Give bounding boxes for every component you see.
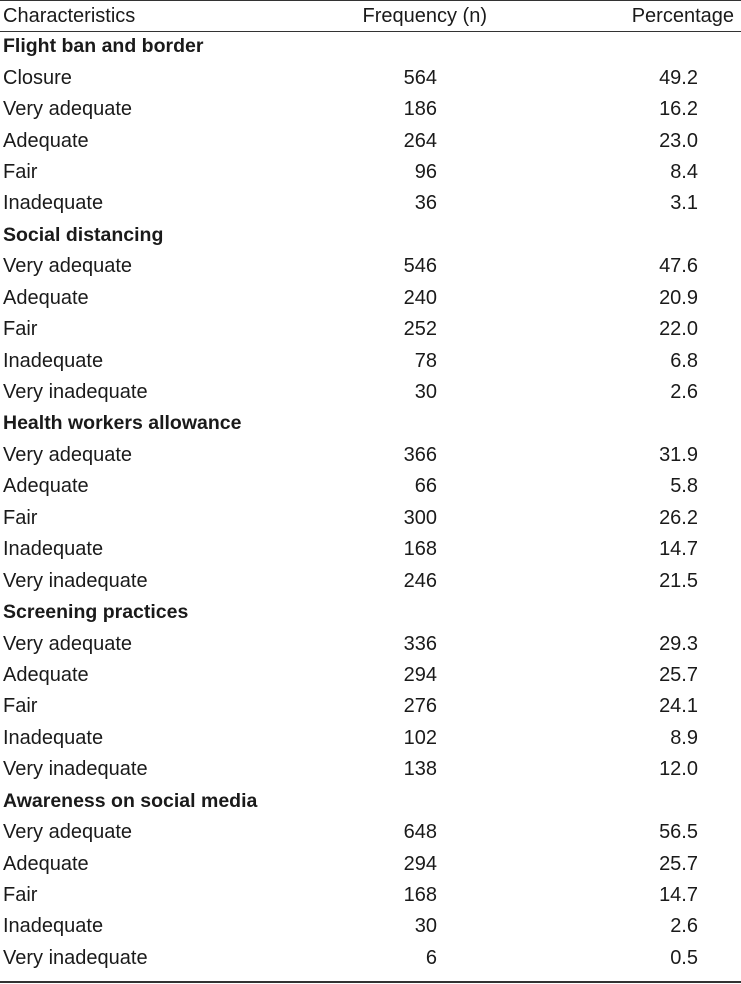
header-frequency [300,1,487,31]
row-percentage: 23.0 [659,129,698,152]
table-header [0,1,741,31]
row-frequency: 294 [403,852,437,875]
table-row [0,94,741,125]
row-percentage: 14.7 [659,884,698,907]
table-row [0,911,741,942]
table-row [0,125,741,156]
row-frequency: 336 [403,632,437,655]
row-percentage: 20.9 [659,286,698,309]
row-label: Very inadequate [3,381,148,404]
table-row [0,503,741,534]
table-row [0,723,741,754]
table-row [0,62,741,93]
table-row [0,251,741,282]
row-label: Inadequate [3,538,104,561]
row-label: Inadequate [3,192,104,215]
table-row [0,943,741,974]
row-label: Very adequate [3,632,132,655]
row-frequency: 30 [414,381,437,404]
section-header-row [0,31,741,62]
header-frequency-label: Frequency (n) [362,4,487,27]
row-label: Very adequate [3,255,132,278]
row-percentage: 24.1 [659,695,698,718]
row-percentage: 5.8 [670,475,698,498]
row-frequency: 96 [414,160,437,183]
section-header-row [0,408,741,439]
table-row [0,628,741,659]
row-percentage: 12.0 [659,758,698,781]
table-row [0,691,741,722]
row-percentage: 25.7 [659,852,698,875]
row-percentage: 21.5 [659,569,698,592]
row-frequency: 102 [403,726,437,749]
row-frequency: 252 [403,318,437,341]
row-frequency: 78 [414,349,437,372]
row-label: Very adequate [3,821,132,844]
section-title: Screening practices [3,601,189,624]
header-percentage: Percentage [631,4,734,27]
row-frequency: 264 [403,129,437,152]
row-label: Fair [3,506,38,529]
row-frequency: 186 [403,98,437,121]
table-row [0,565,741,596]
table-row [0,817,741,848]
row-frequency: 168 [403,538,437,561]
table-row [0,848,741,879]
table-row [0,660,741,691]
section-title: Social distancing [3,223,164,246]
table-row [0,157,741,188]
row-percentage: 16.2 [659,98,698,121]
row-frequency: 138 [403,758,437,781]
table-row [0,880,741,911]
row-label: Inadequate [3,915,104,938]
row-frequency: 66 [414,475,437,498]
row-label: Adequate [3,852,89,875]
row-percentage: 8.9 [670,726,698,749]
table-row [0,188,741,219]
row-label: Very adequate [3,443,132,466]
row-label: Very inadequate [3,569,148,592]
section-title: Flight ban and border [3,35,204,58]
header-characteristics: Characteristics [3,4,136,27]
data-table [0,1,741,974]
row-label: Inadequate [3,726,104,749]
row-label: Inadequate [3,349,104,372]
row-percentage: 31.9 [659,443,698,466]
row-frequency: 366 [403,443,437,466]
row-frequency: 240 [403,286,437,309]
row-frequency: 294 [403,663,437,686]
table-bottom-rule [0,981,741,983]
table-row [0,534,741,565]
section-title: Awareness on social media [3,789,258,812]
row-label: Adequate [3,129,89,152]
row-label: Adequate [3,663,89,686]
row-percentage: 8.4 [670,160,698,183]
section-header-row [0,597,741,628]
row-frequency: 36 [414,192,437,215]
row-percentage: 22.0 [659,318,698,341]
table-row [0,471,741,502]
table-row [0,440,741,471]
row-frequency: 546 [403,255,437,278]
row-frequency: 300 [403,506,437,529]
row-percentage: 47.6 [659,255,698,278]
table-row [0,345,741,376]
row-percentage: 2.6 [670,915,698,938]
row-label: Adequate [3,286,89,309]
row-label: Very inadequate [3,946,148,969]
section-title: Health workers allowance [3,412,242,435]
table-row [0,754,741,785]
row-percentage: 0.5 [670,946,698,969]
row-percentage: 6.8 [670,349,698,372]
section-header-row [0,220,741,251]
row-label: Fair [3,695,38,718]
row-percentage: 29.3 [659,632,698,655]
row-frequency: 30 [414,915,437,938]
row-frequency: 246 [403,569,437,592]
row-percentage: 2.6 [670,381,698,404]
row-percentage: 25.7 [659,663,698,686]
row-frequency: 168 [403,884,437,907]
row-frequency: 648 [403,821,437,844]
row-frequency: 6 [425,946,437,969]
table-row [0,283,741,314]
row-percentage: 3.1 [670,192,698,215]
row-frequency: 276 [403,695,437,718]
table-row [0,377,741,408]
row-label: Fair [3,160,38,183]
row-percentage: 14.7 [659,538,698,561]
row-label: Very inadequate [3,758,148,781]
row-label: Fair [3,884,38,907]
row-label: Closure [3,66,72,89]
row-label: Adequate [3,475,89,498]
row-percentage: 56.5 [659,821,698,844]
row-percentage: 49.2 [659,66,698,89]
row-frequency: 564 [403,66,437,89]
table-row [0,314,741,345]
table-body [0,31,741,974]
row-percentage: 26.2 [659,506,698,529]
row-label: Very adequate [3,98,132,121]
section-header-row [0,786,741,817]
row-label: Fair [3,318,38,341]
